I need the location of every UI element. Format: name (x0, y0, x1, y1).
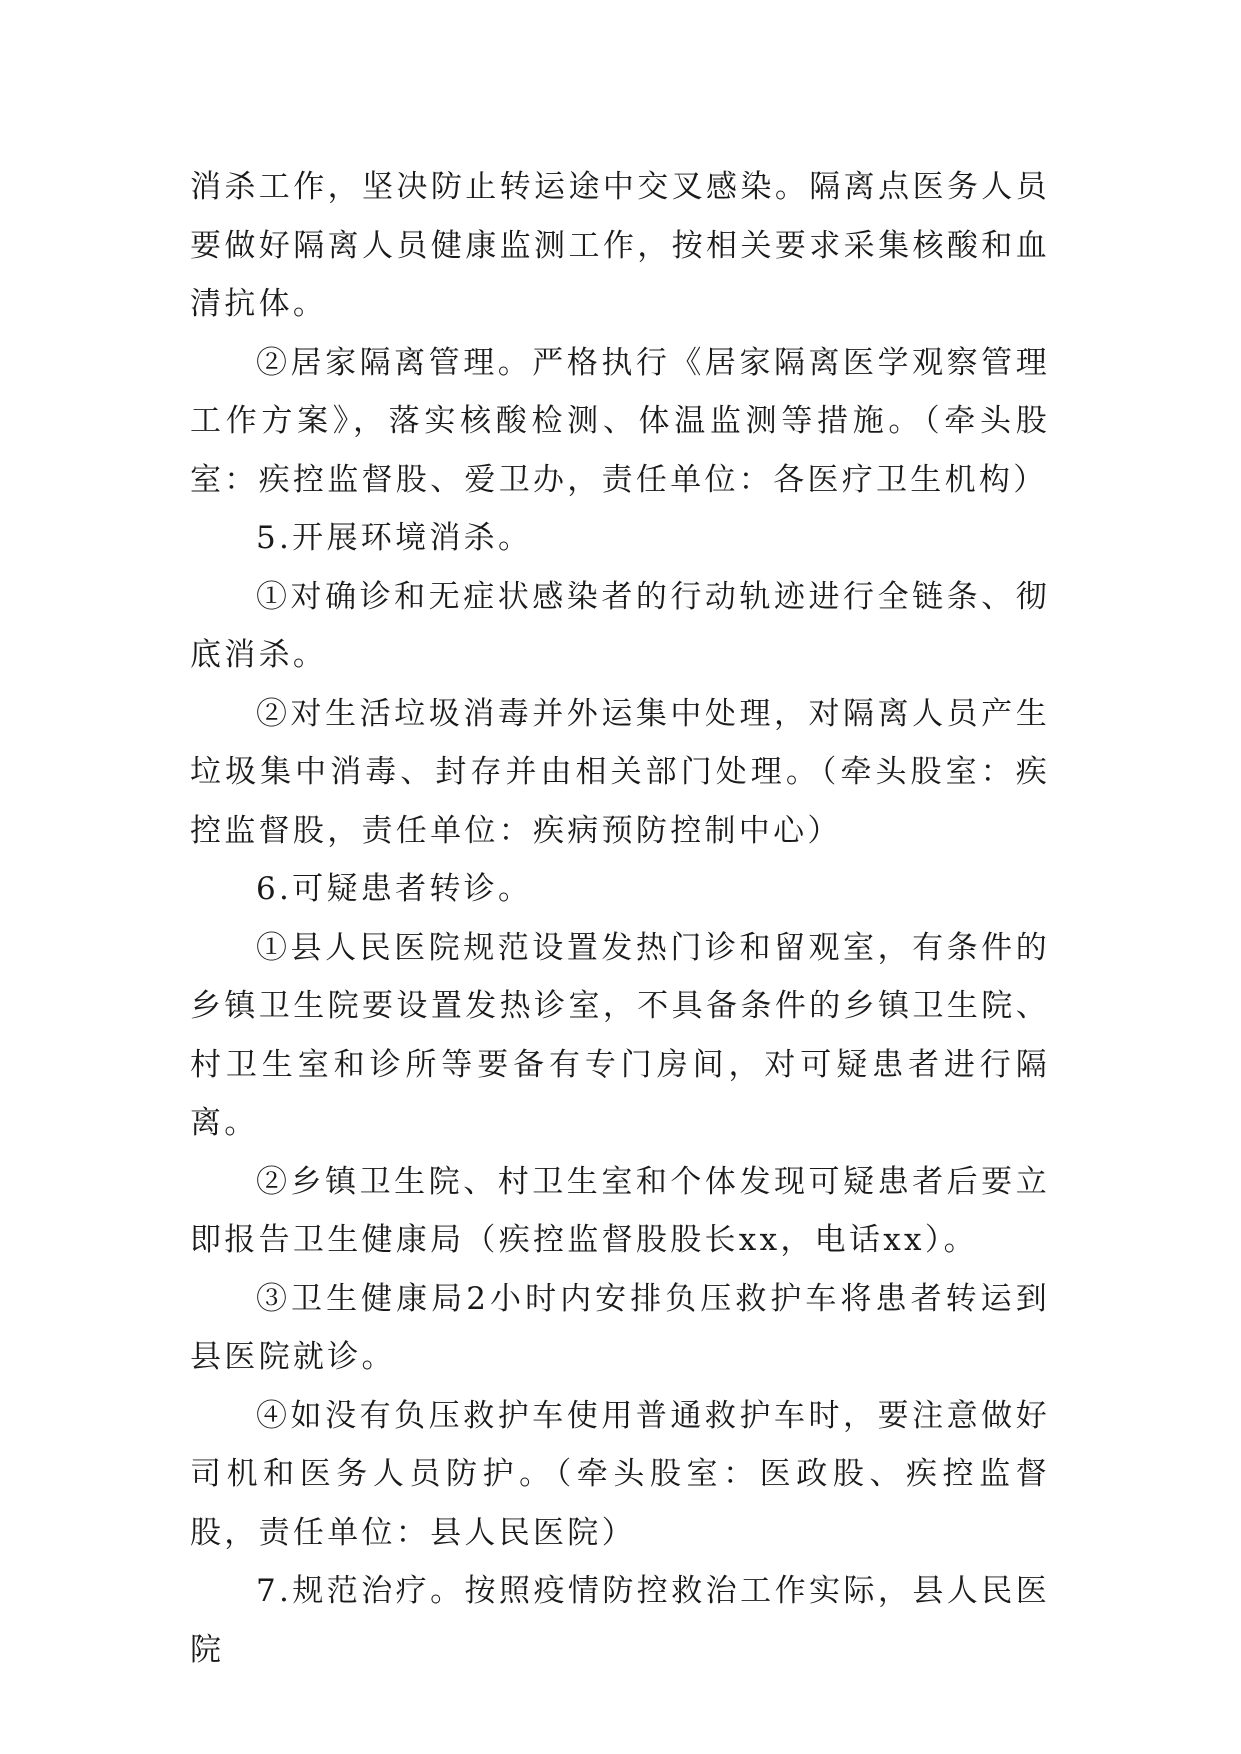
paragraph-9: ③卫生健康局2小时内安排负压救护车将患者转运到县医院就诊。 (190, 1280, 1050, 1375)
paragraph-10: ④如没有负压救护车使用普通救护车时，要注意做好司机和医务人员防护。（牵头股室：医政股、疾控监督股，责任单位：县人民医院） (190, 1397, 1050, 1551)
paragraph-5: ②对生活垃圾消毒并外运集中处理，对隔离人员产生垃圾集中消毒、封存并由相关部门处理。（牵头股室：疾控监督股，责任单位：疾病预防控制中心） (190, 695, 1050, 849)
section-heading-6: 6.可疑患者转诊。 (256, 871, 533, 907)
document-body (190, 158, 1050, 1679)
paragraph-2: ②居家隔离管理。严格执行《居家隔离医学观察管理工作方案》，落实核酸检测、体温监测等措施。（牵头股室：疾控监督股、爱卫办，责任单位：各医疗卫生机构） (190, 344, 1050, 498)
paragraph-8: ②乡镇卫生院、村卫生室和个体发现可疑患者后要立即报告卫生健康局（疾控监督股股长xx，电话xx）。 (190, 1163, 1050, 1258)
paragraph-4: ①对确诊和无症状感染者的行动轨迹进行全链条、彻底消杀。 (190, 578, 1050, 673)
paragraph-7: ①县人民医院规范设置发热门诊和留观室，有条件的乡镇卫生院要设置发热诊室，不具备条件的乡镇卫生院、村卫生室和诊所等要备有专门房间，对可疑患者进行隔离。 (190, 929, 1050, 1141)
paragraph-1: 消杀工作，坚决防止转运途中交叉感染。隔离点医务人员要做好隔离人员健康监测工作，按相关要求采集核酸和血清抗体。 (190, 169, 1050, 322)
section-heading-5: 5.开展环境消杀。 (256, 520, 533, 556)
paragraph-11: 7.规范治疗。按照疫情防控救治工作实际，县人民医院 (190, 1573, 1050, 1668)
